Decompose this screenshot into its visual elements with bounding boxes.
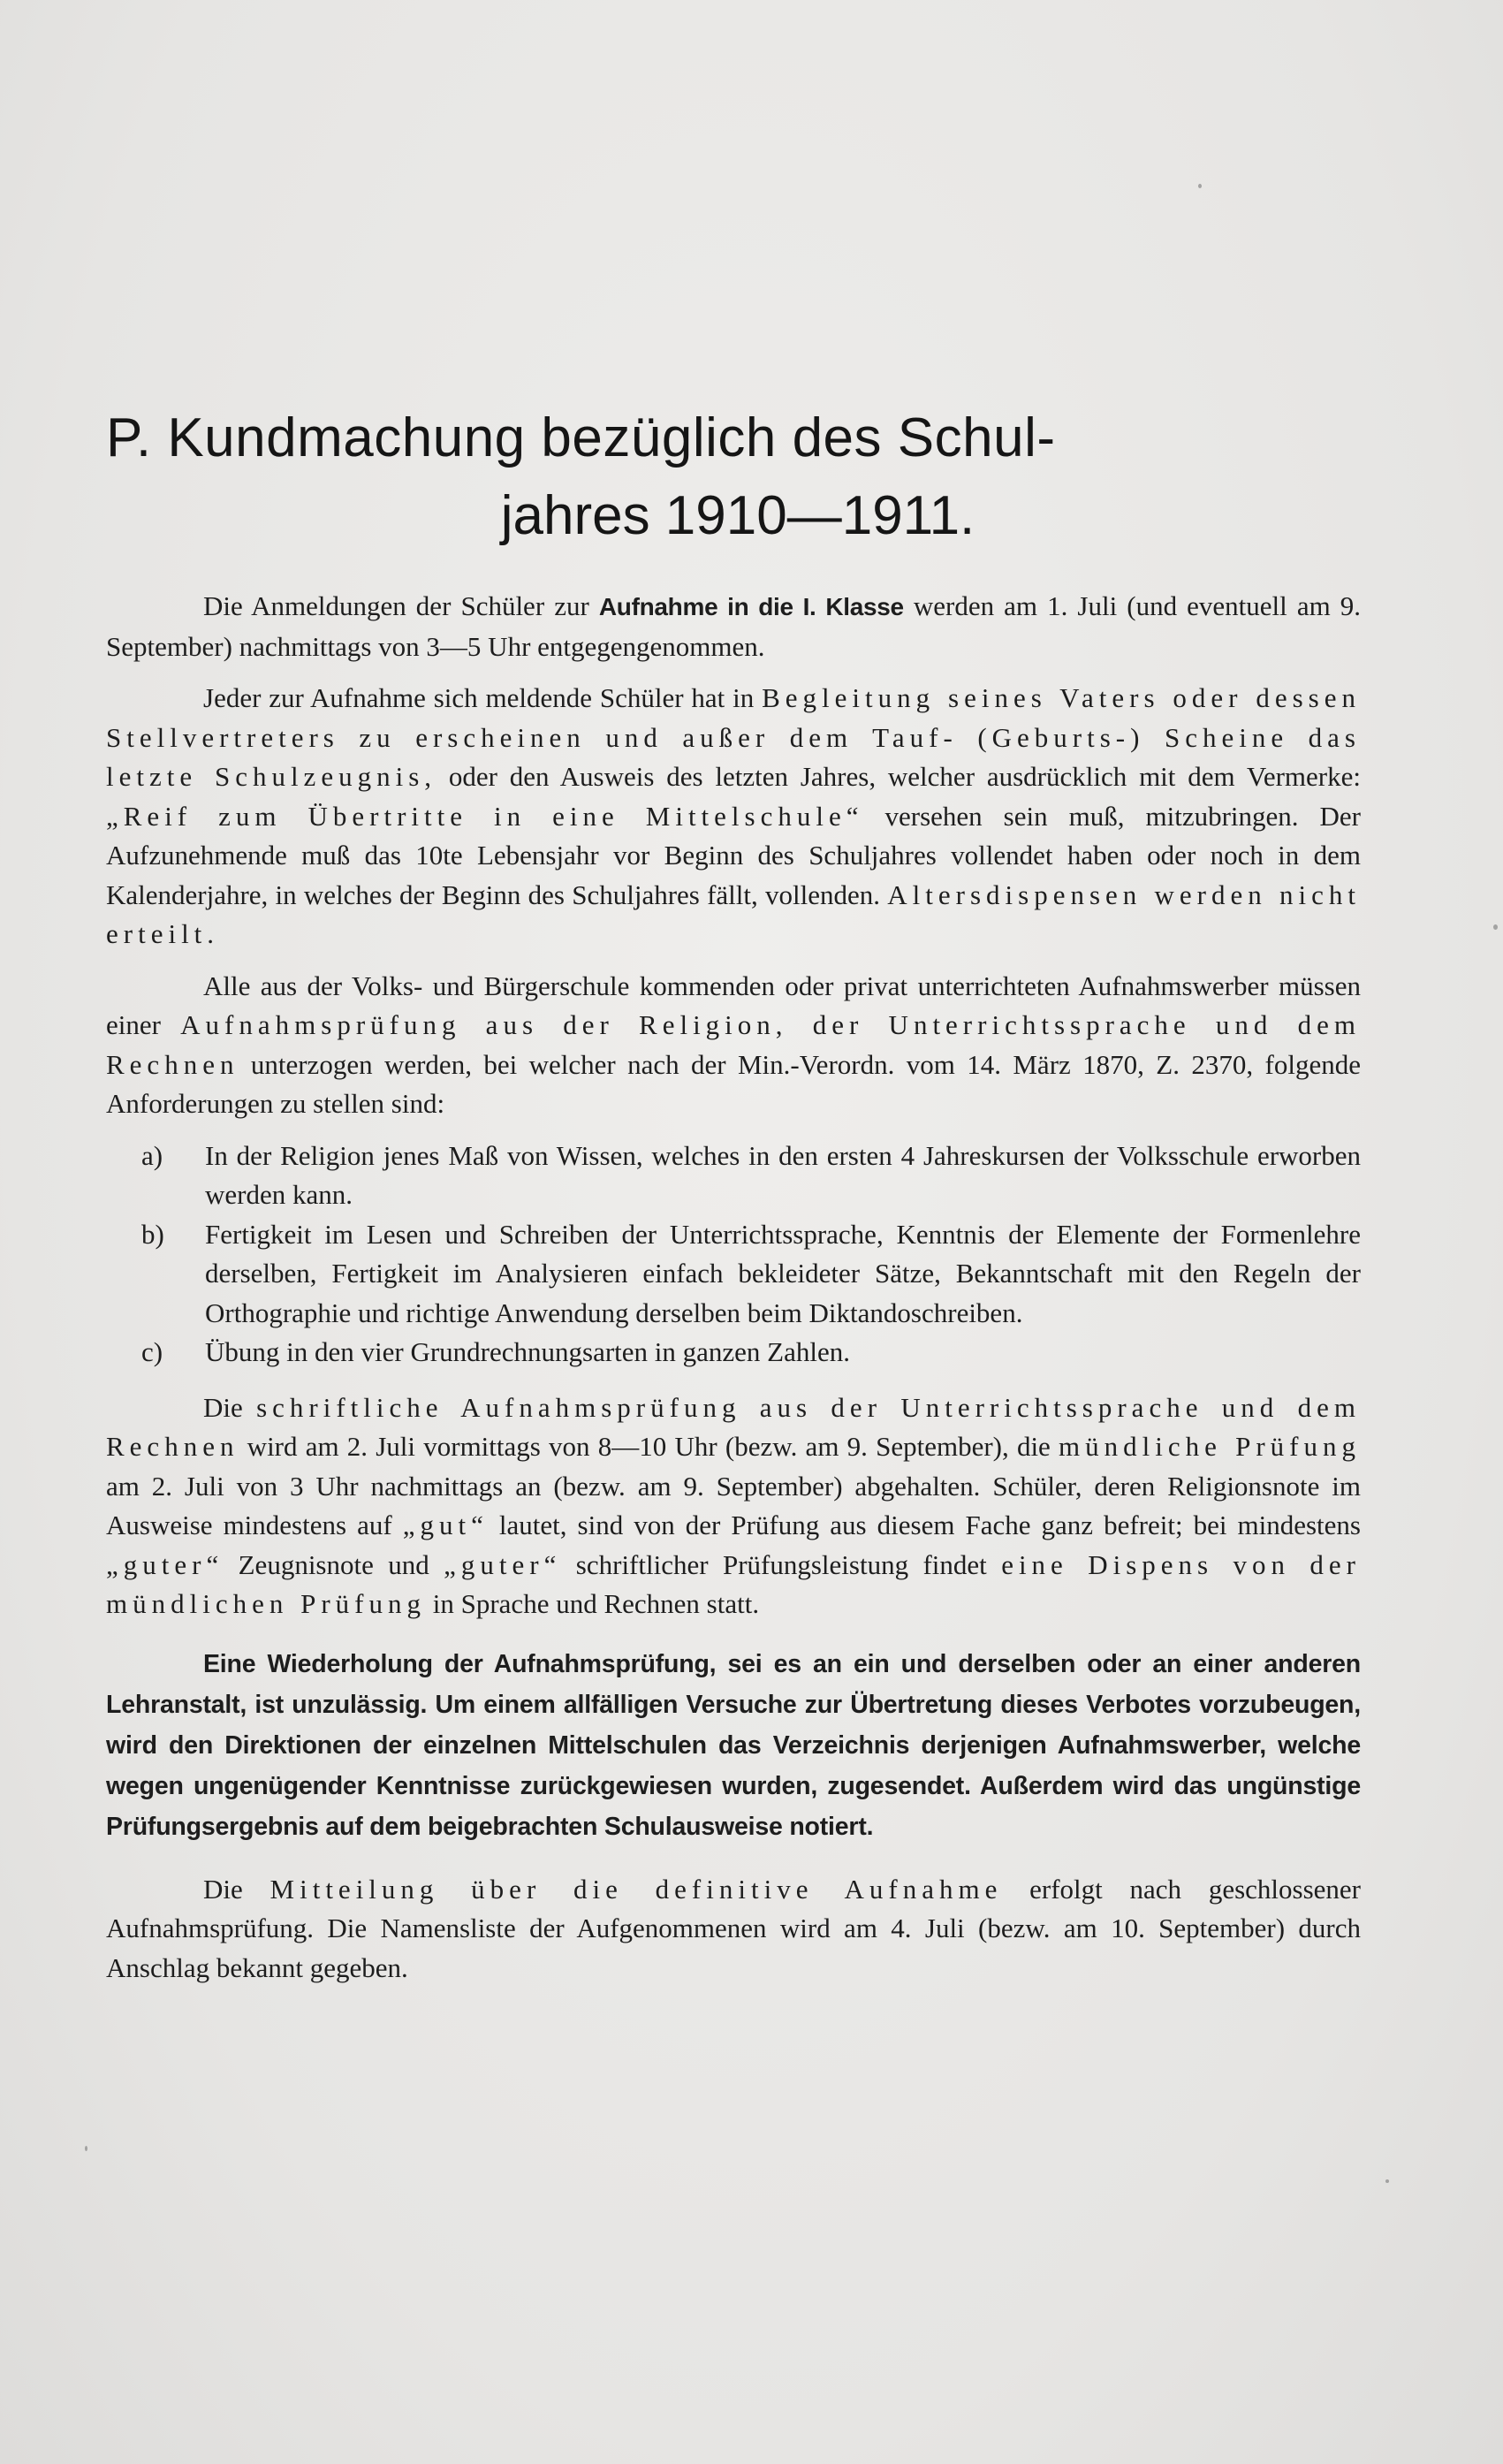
paragraph-requirements: [106, 679, 1361, 954]
text-run: Jeder zur Aufnahme sich meldende Schüler hat in: [203, 682, 763, 713]
emphasis-spaced: Begleitung seines Vaters oder dessen Stellvertreters zu erscheinen und außer dem Tauf- (Geburts-) Scheine das letzte Schulzeugnis,: [106, 682, 1361, 792]
list-label: b): [141, 1218, 164, 1250]
paper-speck: [1493, 924, 1498, 930]
list-text: Fertigkeit im Lesen und Schreiben der Unterrichtssprache, Kenntnis der Elemente der Formenlehre derselben, Fertigkeit im Analysieren einfach bekleideter Sätze, Bekanntschaft mit den Regeln der Orthographie und richtige Anwendung derselben beim Diktandoschreiben.: [205, 1218, 1361, 1328]
emphasis-spaced: schriftliche Aufnahmsprüfung aus der Unterrichtssprache und dem Rechnen: [106, 1391, 1361, 1462]
emphasis-spaced: „Reif zum Übertritte in eine Mittelschule“: [106, 800, 864, 832]
page-title: [106, 399, 1361, 555]
text-run: oder den Ausweis des letzten Jahres, welcher ausdrücklich mit dem Vermerke:: [436, 761, 1361, 792]
text-run: Die Anmeldungen der Schüler zur: [203, 590, 599, 621]
list-text: In der Religion jenes Maß von Wissen, welches in den ersten 4 Jahreskursen der Volksschule erworben werden kann.: [205, 1139, 1361, 1210]
emphasis-spaced: „gut“: [402, 1510, 489, 1540]
text-run: Zeugnisnote und: [224, 1548, 444, 1580]
emphasis-spaced: Aufnahmsprüfung aus der Religion, der Unterrichtssprache und dem Rechnen: [106, 1009, 1361, 1080]
paragraph-registration: [106, 587, 1361, 666]
paragraph-repetition-notice: Eine Wiederholung der Aufnahmsprüfung, sei es an ein und derselben oder an einer anderen Lehranstalt, ist unzulässig. Um einem allfälligen Versuche zur Übertretung dieses Verbotes vorzubeugen, wird den Direktionen der einzelnen Mittelschulen das Verzeichnis derjenigen Aufnahmswerber, welche wegen ungenügender Kenntnisse zurückgewiesen wurden, zugesendet. Außerdem wird das ungünstige Prüfungsergebnis auf dem beigebrachten Schulausweise notiert.: [106, 1649, 1361, 1841]
paper-speck: [85, 2146, 87, 2151]
paragraph-admission-notice: [106, 1870, 1361, 1989]
text-run: in Sprache und Rechnen statt.: [426, 1588, 760, 1619]
list-item: [106, 1137, 1361, 1215]
text-run: Alle aus der Volks- und Bürgerschule kommenden oder privat unterrichteten Aufnahmswerber müssen einer: [106, 970, 1361, 1040]
requirements-list: [106, 1137, 1361, 1373]
emphasis-spaced: „guter“: [106, 1548, 224, 1580]
emphasis-spaced: eine Dispens von der mündlichen Prüfung: [106, 1548, 1361, 1619]
emphasis-spaced: Mitteilung über die definitive Aufnahme: [269, 1873, 1003, 1905]
title-line-1: P. Kundmachung bezüglich des Schul-: [106, 407, 1056, 468]
document-body: [106, 587, 1361, 2000]
text-run: wird am 2. Juli vormittags von 8—10 Uhr (bezw. am 9. September), die: [239, 1431, 1059, 1462]
text-run: Die: [203, 1391, 257, 1423]
paper-speck: [1198, 184, 1202, 188]
text-run: am 2. Juli von 3 Uhr nachmittags an (bezw. am 9. September) abgehalten. Schüler, deren Religionsnote im Ausweise mindestens auf: [106, 1470, 1361, 1540]
paper-speck: [1385, 2179, 1389, 2183]
text-run: versehen sein muß, mitzubringen. Der Aufzunehmende muß das 10te Lebensjahr vor Beginn des Schuljahres vollendet haben oder noch in dem Kalenderjahre, in welches der Beginn des Schuljahres fällt, vollenden.: [106, 800, 1361, 910]
text-run: erfolgt nach geschlossener Aufnahmsprüfung. Die Namensliste der Aufgenommenen wird am 4. Juli (bezw. am 10. September) durch Anschlag bekannt gegeben.: [106, 1873, 1361, 1983]
text-run: lautet, sind von der Prüfung aus diesem Fache ganz befreit; bei mindestens: [488, 1510, 1361, 1540]
text-run: werden am 1. Juli (und eventuell am 9. September) nachmittags von 3—5 Uhr entgegengenommen.: [106, 590, 1362, 662]
emphasis-spaced: mündliche Prüfung: [1059, 1431, 1361, 1462]
list-text: Übung in den vier Grundrechnungsarten in ganzen Zahlen.: [205, 1336, 850, 1367]
list-label: c): [141, 1336, 163, 1367]
emphasis-bold: Aufnahme in die I. Klasse: [598, 593, 904, 620]
title-line-2: jahres 1910—1911.: [500, 485, 975, 546]
text-run: unterzogen werden, bei welcher nach der Min.-Verordn. vom 14. März 1870, Z. 2370, folgende Anforderungen zu stellen sind:: [106, 1048, 1361, 1119]
paragraph-exam-schedule: [106, 1388, 1361, 1624]
text-run: schriftlicher Prüfungsleistung findet: [561, 1548, 1002, 1580]
list-item: [106, 1215, 1361, 1334]
paragraph-exam: [106, 967, 1361, 1124]
list-label: a): [141, 1139, 163, 1171]
emphasis-spaced: „guter“: [444, 1548, 562, 1580]
list-item: [106, 1333, 1361, 1373]
emphasis-spaced: Altersdispensen werden nicht erteilt.: [106, 878, 1361, 949]
text-run: Die: [203, 1873, 270, 1905]
